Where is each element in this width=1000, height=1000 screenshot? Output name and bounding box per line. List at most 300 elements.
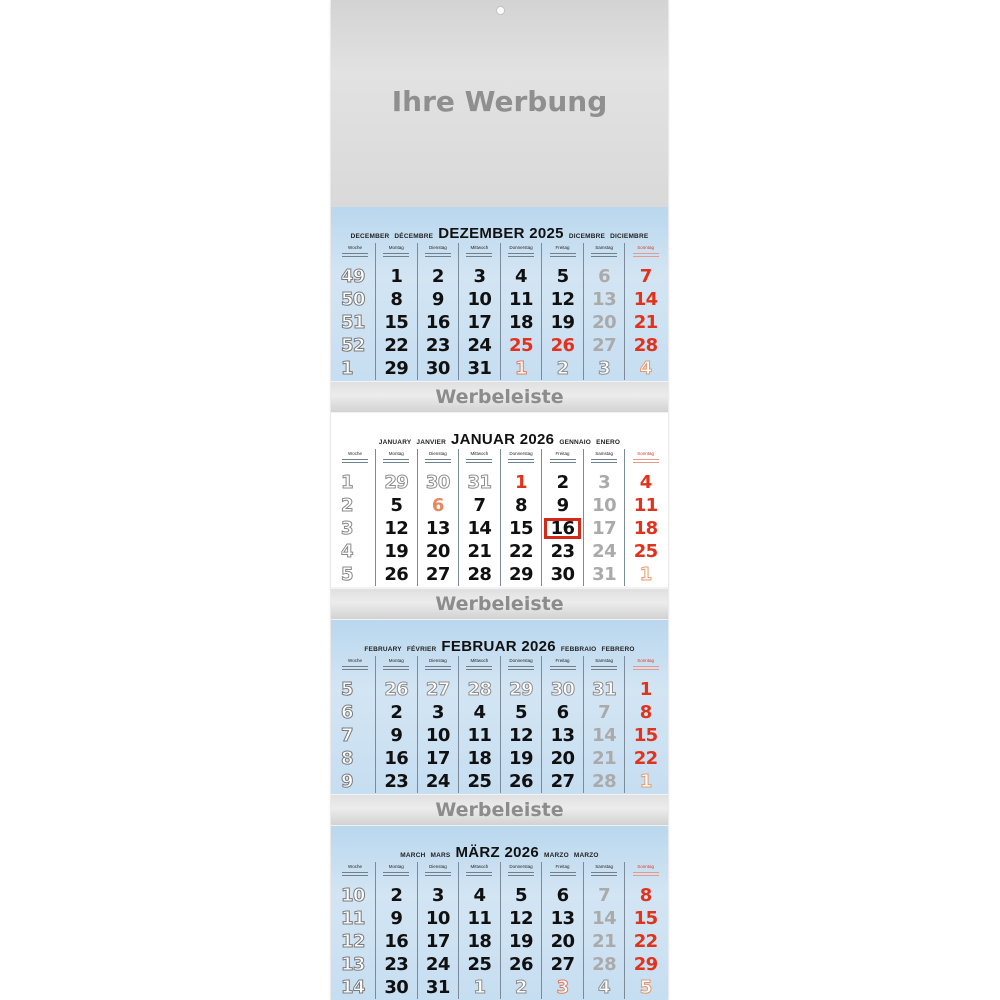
day-cell [624,334,666,357]
day-cell [624,678,666,701]
day-number: 9 [431,289,444,310]
weekday-header [500,449,542,471]
weekday-header-label: Montag [388,245,404,250]
day-number: 9 [556,495,569,516]
day-cell [583,288,625,311]
day-cell [417,357,459,380]
day-number: 1 [515,358,527,379]
day-number: 13 [550,725,575,746]
day-cell [583,678,625,701]
day-number: 4 [598,977,611,998]
day-number: 30 [384,977,409,998]
day-cell [375,701,417,724]
day-number: 2 [556,358,569,379]
day-number: 23 [384,771,409,792]
weekday-header [541,862,583,884]
weekday-translations-lines [466,666,492,670]
month-name-es: DICIEMBRE [610,233,649,240]
day-number: 21 [592,931,617,952]
day-cell [500,930,542,953]
day-number: 27 [592,335,617,356]
weekday-header-label: Samstag [595,451,613,456]
day-cell [458,540,500,563]
day-number: 22 [633,748,658,769]
weekday-header-label: Freitag [555,451,570,456]
day-number: 28 [467,679,492,700]
month-name-fr: MARS [430,852,451,859]
month-name-it: FEBBRAIO [560,646,597,653]
day-cell [375,517,417,540]
day-number: 14 [633,289,658,310]
weekday-translations-lines [383,666,409,670]
day-number: 17 [467,312,492,333]
week-number: 6 [341,702,353,723]
day-cell [458,884,500,907]
week-number: 14 [341,977,365,998]
week-number: 9 [341,771,353,792]
day-cell [583,884,625,907]
weekday-header-label: Samstag [595,658,613,663]
day-cell [583,494,625,517]
day-cell [417,976,459,999]
weekday-header-label: Dienstag [428,451,447,456]
weekday-translations-lines [342,872,368,876]
day-cell [417,678,459,701]
day-number: 10 [467,289,492,310]
day-cell [583,517,625,540]
weekday-translations-lines [633,666,659,670]
weekday-header-label: Donnerstag [509,864,533,869]
day-cell [458,930,500,953]
day-cell [624,494,666,517]
day-cell [624,747,666,770]
day-number: 2 [390,702,403,723]
day-cell [375,884,417,907]
day-cell [500,770,542,793]
week-number-cell [335,976,375,999]
weekday-translations-lines [508,872,534,876]
day-cell [375,311,417,334]
week-number: 7 [341,725,353,746]
day-number: 25 [467,771,492,792]
week-number: 3 [341,518,353,539]
day-number: 2 [431,266,444,287]
day-number: 7 [598,885,611,906]
weekday-header [417,243,459,265]
month-name-fr: JANVIER [416,439,446,446]
week-number-cell [335,494,375,517]
weekday-header-label: Donnerstag [509,658,533,663]
weekday-header [375,862,417,884]
day-number: 3 [431,702,444,723]
day-number: 26 [550,335,575,356]
month-name-es: FEBRERO [601,646,635,653]
day-number: 3 [598,358,611,379]
weekday-header-label: Woche [348,864,362,869]
day-number: 1 [639,771,652,792]
month-title [331,638,668,656]
strip-label: Werbeleiste [435,593,564,615]
weekday-header [335,656,375,678]
weekday-translations-lines [466,459,492,463]
weekday-header [375,656,417,678]
day-number: 8 [515,495,527,516]
weekday-header-label: Woche [348,245,362,250]
day-cell [417,334,459,357]
weekday-translations-lines [383,459,409,463]
day-number: 20 [592,312,617,333]
day-cell [624,540,666,563]
day-number: 12 [509,725,533,746]
day-number: 12 [550,289,575,310]
day-number: 5 [515,702,527,723]
day-cell [458,678,500,701]
day-number: 5 [515,885,527,906]
day-cell [417,471,459,494]
day-cell [458,288,500,311]
month-title [331,844,668,862]
day-number: 17 [592,518,617,539]
day-number: 29 [509,679,533,700]
month-grid [335,862,666,1000]
week-number-cell [335,334,375,357]
date-slider-marker[interactable] [544,518,581,539]
day-cell [375,678,417,701]
day-cell [624,311,666,334]
day-number: 6 [431,495,444,516]
day-cell [624,907,666,930]
week-number: 12 [341,931,365,952]
day-number: 18 [633,518,658,539]
strip-label: Werbeleiste [435,386,564,408]
day-number: 27 [425,679,450,700]
day-cell [500,747,542,770]
month-title [331,431,668,449]
day-number: 9 [390,908,403,929]
day-number: 14 [467,518,492,539]
day-cell [541,517,583,540]
day-number: 31 [425,977,450,998]
month-name-de: DEZEMBER 2025 [438,225,564,242]
day-cell [500,517,542,540]
month-name-it: GENNAIO [559,439,592,446]
day-cell [541,357,583,380]
day-number: 20 [550,748,575,769]
day-cell [541,494,583,517]
day-cell [583,953,625,976]
day-number: 4 [473,702,486,723]
month-name-de: JANUAR 2026 [450,431,555,448]
weekday-header-label: Sonntag [637,451,655,456]
weekday-header [541,449,583,471]
day-cell [375,357,417,380]
week-number-cell [335,288,375,311]
day-number: 22 [384,335,409,356]
month-name-en: MARCH [400,852,426,859]
day-cell [500,540,542,563]
week-number: 13 [341,954,365,975]
month-name-es: ENERO [596,439,621,446]
day-number: 29 [509,564,533,585]
day-number: 10 [425,725,450,746]
day-cell [375,976,417,999]
day-cell [458,517,500,540]
weekday-translations-lines [383,253,409,257]
day-cell [417,770,459,793]
day-number: 7 [473,495,486,516]
day-cell [583,334,625,357]
month-name-es: MARZO [573,852,599,859]
week-number: 1 [341,358,353,379]
day-number: 27 [550,954,575,975]
day-cell [624,770,666,793]
day-number: 31 [467,358,492,379]
week-number-cell [335,311,375,334]
day-cell [624,265,666,288]
day-number: 22 [509,541,533,562]
weekday-header [335,862,375,884]
weekday-header [335,449,375,471]
day-cell [583,724,625,747]
day-cell [583,540,625,563]
day-number: 27 [550,771,575,792]
weekday-translations-lines [591,253,617,257]
weekday-header-label: Freitag [555,864,570,869]
weekday-translations-lines [591,872,617,876]
day-number: 18 [467,931,492,952]
weekday-header-label: Woche [348,451,362,456]
day-cell [417,724,459,747]
day-cell [375,563,417,586]
day-number: 25 [633,541,658,562]
day-number: 13 [592,289,617,310]
day-cell [500,907,542,930]
weekday-translations-lines [508,459,534,463]
weekday-header-label: Samstag [595,864,613,869]
day-number: 12 [509,908,533,929]
day-number: 7 [598,702,611,723]
day-cell [500,265,542,288]
day-cell [500,563,542,586]
day-cell [375,747,417,770]
day-cell [458,563,500,586]
day-number: 25 [509,335,533,356]
week-number-cell [335,930,375,953]
day-cell [541,265,583,288]
day-cell [500,953,542,976]
day-cell [500,678,542,701]
day-number: 31 [467,472,492,493]
weekday-header-label: Woche [348,658,362,663]
day-cell [541,976,583,999]
day-number: 31 [592,679,617,700]
day-cell [375,494,417,517]
day-cell [541,770,583,793]
month-grid [335,243,666,381]
hanging-hole [496,6,505,15]
week-number-cell [335,953,375,976]
day-number: 1 [639,679,652,700]
day-cell [500,884,542,907]
day-cell [417,930,459,953]
day-number: 1 [515,472,527,493]
day-cell [417,540,459,563]
day-cell [624,724,666,747]
weekday-header-label: Donnerstag [509,245,533,250]
month-name-it: DICEMBRE [568,233,606,240]
day-number: 1 [473,977,486,998]
month-panel [331,826,668,1000]
week-number: 8 [341,748,353,769]
week-number-cell [335,724,375,747]
day-cell [541,678,583,701]
day-number: 4 [515,266,527,287]
month-name-en: DECEMBER [350,233,390,240]
weekday-header-label: Mittwoch [470,864,489,869]
weekday-translations-lines [550,872,576,876]
weekday-header-label: Donnerstag [509,451,533,456]
weekday-translations-lines [633,872,659,876]
weekday-header [583,862,625,884]
day-cell [541,471,583,494]
weekday-translations-lines [591,666,617,670]
day-cell [458,311,500,334]
day-number: 4 [639,358,652,379]
weekday-translations-lines [508,253,534,257]
week-number: 51 [341,312,365,333]
weekday-translations-lines [342,253,368,257]
day-number: 20 [425,541,450,562]
day-number: 10 [592,495,617,516]
day-cell [624,884,666,907]
day-cell [375,265,417,288]
weekday-translations-lines [425,872,451,876]
day-number: 1 [639,564,652,585]
weekday-header [417,656,459,678]
day-cell [583,747,625,770]
day-cell [375,724,417,747]
weekday-header [624,449,666,471]
day-cell [417,311,459,334]
day-number: 25 [467,954,492,975]
day-number: 8 [390,289,403,310]
day-number: 19 [384,541,409,562]
day-cell [375,907,417,930]
weekday-header [583,449,625,471]
day-number: 11 [467,725,492,746]
werbeleiste-strip [331,382,668,412]
week-number-cell [335,517,375,540]
day-number: 4 [639,472,652,493]
day-cell [458,747,500,770]
day-cell [458,265,500,288]
day-cell [541,701,583,724]
day-number: 7 [639,266,652,287]
day-cell [583,311,625,334]
day-cell [500,701,542,724]
day-cell [541,540,583,563]
day-number: 26 [384,564,409,585]
week-number: 1 [341,472,353,493]
day-number: 19 [550,312,575,333]
day-number: 15 [509,518,533,539]
day-cell [500,334,542,357]
day-cell [458,953,500,976]
day-number: 2 [515,977,527,998]
day-cell [417,288,459,311]
day-cell [458,471,500,494]
weekday-translations-lines [466,253,492,257]
week-number: 49 [341,266,365,287]
month-name-en: FEBRUARY [364,646,402,653]
month-name-fr: DÉCEMBRE [394,233,434,240]
day-cell [417,701,459,724]
day-number: 21 [467,541,492,562]
day-cell [624,517,666,540]
weekday-header [335,243,375,265]
day-number: 17 [425,748,450,769]
day-cell [500,311,542,334]
day-cell [458,494,500,517]
weekday-header-label: Freitag [555,658,570,663]
day-number: 19 [509,748,533,769]
day-number: 22 [633,931,658,952]
weekday-header [458,449,500,471]
weekday-header-label: Montag [388,864,404,869]
weekday-header [458,862,500,884]
weekday-translations-lines [383,872,409,876]
weekday-header-label: Dienstag [428,245,447,250]
weekday-header [375,449,417,471]
day-number: 16 [384,748,409,769]
weekday-translations-lines [342,459,368,463]
day-number: 21 [592,748,617,769]
day-number: 10 [425,908,450,929]
day-number: 24 [467,335,492,356]
weekday-header-label: Sonntag [637,864,655,869]
week-number-cell [335,265,375,288]
day-number: 16 [550,518,575,539]
weekday-header-label: Freitag [555,245,570,250]
month-panel [331,620,668,794]
day-number: 15 [633,725,658,746]
weekday-header [500,656,542,678]
day-cell [541,724,583,747]
day-cell [583,701,625,724]
day-number: 2 [556,472,569,493]
day-number: 24 [592,541,617,562]
day-cell [417,265,459,288]
week-number-cell [335,563,375,586]
day-cell [583,907,625,930]
day-number: 24 [425,771,450,792]
week-number-cell [335,884,375,907]
week-number-cell [335,471,375,494]
day-cell [541,953,583,976]
day-number: 28 [467,564,492,585]
day-number: 31 [592,564,617,585]
day-number: 11 [467,908,492,929]
day-cell [375,471,417,494]
weekday-header-label: Mittwoch [470,451,489,456]
day-cell [500,976,542,999]
werbeleiste-strip [331,795,668,825]
day-cell [417,517,459,540]
day-number: 13 [425,518,450,539]
day-number: 23 [425,335,450,356]
werbeleiste-strip [331,589,668,619]
day-cell [375,288,417,311]
